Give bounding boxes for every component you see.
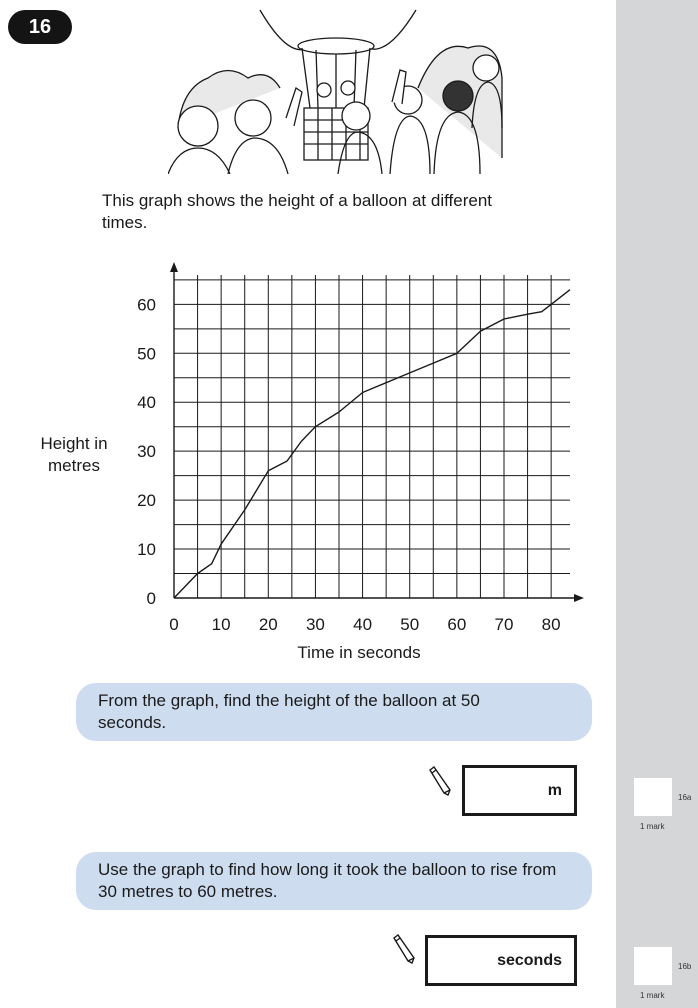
answer-unit-seconds: seconds [497, 951, 562, 969]
x-axis-arrow [574, 594, 584, 602]
x-tick-label: 40 [353, 615, 373, 634]
hot-air-balloon-illustration [168, 8, 506, 174]
mark-box-16a [634, 778, 672, 816]
mark-label-16b: 1 mark [640, 991, 665, 1000]
chart-series [174, 290, 570, 598]
chart-grid [174, 275, 570, 598]
y-axis-label-line-2: metres [48, 456, 100, 475]
balloon-height-chart [0, 252, 600, 672]
mark-label-16a: 1 mark [640, 822, 665, 831]
y-tick-label: 40 [137, 393, 156, 413]
x-tick-label: 10 [211, 615, 231, 634]
question-a-text: From the graph, find the height of the balloon at 50 seconds. [98, 691, 480, 732]
x-tick-label: 20 [258, 615, 278, 634]
question-b-box [76, 852, 592, 910]
question-a-box [76, 683, 592, 741]
intro-text: This graph shows the height of a balloon at different times. [102, 191, 492, 232]
series-line-balloon-height [174, 290, 570, 598]
chart-axes [170, 262, 584, 602]
y-tick-label: 10 [137, 540, 156, 560]
chart-tick-labels [137, 295, 561, 634]
y-tick-label: 30 [137, 442, 156, 462]
mark-code-16a: 16a [678, 793, 692, 802]
pencil-icon [426, 766, 452, 796]
x-tick-label: 60 [447, 615, 467, 634]
y-axis-label-line-1: Height in [40, 434, 108, 453]
y-axis-arrow [170, 262, 178, 272]
x-axis-label: Time in seconds [297, 643, 421, 662]
answer-box-b[interactable] [425, 935, 577, 986]
x-tick-label: 30 [305, 615, 325, 634]
x-tick-label: 0 [169, 615, 179, 634]
marking-margin [616, 0, 698, 1008]
y-tick-label: 60 [137, 295, 156, 315]
question-b-text: Use the graph to find how long it took the balloon to rise from 30 metres to 60 metres. [98, 860, 557, 901]
x-tick-label: 50 [400, 615, 420, 634]
answer-box-a[interactable] [462, 765, 577, 816]
question-number-badge: 16 [8, 10, 72, 44]
answer-unit-metres: m [547, 781, 562, 799]
y-tick-label: 50 [137, 344, 156, 364]
y-tick-label: 20 [137, 491, 156, 511]
x-tick-label: 70 [494, 615, 514, 634]
pencil-icon [390, 934, 416, 964]
x-tick-label: 80 [541, 615, 561, 634]
mark-code-16b: 16b [678, 962, 692, 971]
y-tick-label: 0 [146, 589, 156, 608]
mark-box-16b [634, 947, 672, 985]
